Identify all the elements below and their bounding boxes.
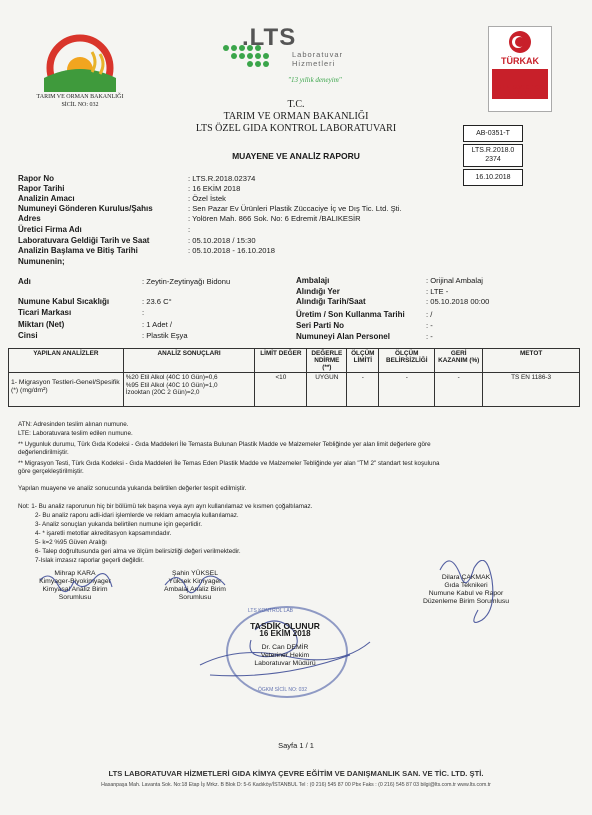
note-line: göre gerçekleştirilmiştir. — [18, 468, 84, 475]
sample-value: : 23.6 C° — [142, 297, 172, 306]
sample-label: Numune Kabul Sıcaklığı — [18, 297, 110, 306]
approval-block — [215, 622, 355, 668]
lab-title: LTS ÖZEL GIDA KONTROL LABORATUVARI — [195, 123, 397, 134]
approval-title: TASDİK OLUNUR — [250, 621, 320, 631]
signature-line: Kimyasal Analiz Birim — [42, 586, 108, 593]
footnote-line: Not: 1- Bu analiz raporunun hiç bir bölümü tek başına veya ayrı ayrı kullanılamaz ve kısmen çoğaltılamaz. — [18, 503, 313, 510]
info-value: : 05.10.2018 - 16.10.2018 — [188, 246, 275, 255]
uncertainty-cell: - — [379, 373, 435, 407]
sample-value: : Zeytin-Zeytinyağı Bidonu — [142, 277, 231, 286]
footnote-line: 2- Bu analiz raporu adli-idari işlemlerde ve reklam amacıyla kullanılamaz. — [35, 512, 239, 519]
report-no-line1: LTS.R.2018.0 — [471, 147, 515, 154]
sample-label: Adı — [18, 277, 31, 286]
approval-role: Veteriner Hekim — [260, 652, 310, 659]
approval-date: 16 EKİM 2018 — [259, 629, 311, 638]
info-value: : Sen Pazar Ev Ürünleri Plastik Züccaciye İç ve Dış Tic. Ltd. Şti. — [188, 204, 402, 213]
ministry-caption-line1: TARIM VE ORMAN BAKANLIĞI — [36, 94, 124, 100]
method-cell: TS EN 1186-3 — [483, 373, 580, 407]
info-label: Rapor Tarihi — [18, 184, 65, 193]
sample-label: Ticari Markası — [18, 308, 72, 317]
sample-label: Alındığı Tarih/Saat — [296, 297, 366, 306]
info-value: : Özel İstek — [188, 194, 226, 203]
note-line: ** Uygunluk durumu, Türk Gıda Kodeksi - Gıda Maddeleri İle Temasta Bulunan Plastik Madde ve Malzemeler Tebliğinde yer alan limit değerlere göre — [18, 441, 431, 448]
footnote-line: 4- * işaretli metotlar akreditasyon kapsamındadır. — [35, 530, 172, 537]
note-line: LTE: Laboratuvara teslim edilen numune. — [18, 430, 133, 437]
info-value: : 16 EKİM 2018 — [188, 184, 241, 193]
signature-line: Şahin YÜKSEL — [172, 570, 218, 577]
lts-logo-text: .LTS — [242, 24, 297, 51]
turkak-line2: AB-0351-T — [507, 91, 533, 97]
stamp-bottom-text: ÖGKM SİCİL NO: 032 — [258, 687, 307, 693]
ministry-caption-line2: SİCİL NO: 032 — [61, 101, 99, 108]
result-line: %95 Etil Alkol (40C 10 Gün)=1,0 — [125, 381, 218, 389]
table-row — [9, 373, 580, 407]
lts-logo-sub1: Laboratuvar — [292, 50, 344, 59]
column-header: METOT — [483, 349, 580, 373]
sample-label: Cinsi — [18, 331, 38, 340]
note-line: ATN: Adresinden teslim alınan numune. — [18, 421, 129, 428]
lts-logo-sub — [292, 50, 343, 68]
tc-label: T.C. — [287, 99, 305, 110]
note-line: ** Migrasyon Testi, Türk Gıda Kodeksi - Gıda Maddeleri İle Temas Eden Plastik Madde ve Malzemeler Tebliğinde yer alan "TM 2" standart test koşuluna — [18, 460, 440, 467]
info-label: Laboratuvara Geldiği Tarih ve Saat — [18, 236, 150, 245]
signature-line: Gıda Teknikeri — [444, 582, 488, 589]
info-label: Üretici Firma Adı — [18, 225, 82, 234]
results-cell — [123, 373, 255, 407]
footer-company: LTS LABORATUVAR HİZMETLERİ GIDA KİMYA ÇEVRE EĞİTİM VE DANIŞMANLIK SAN. VE TİC. LTD. ŞTİ. — [108, 769, 484, 778]
accreditation-box: AB-0351-T — [463, 125, 523, 142]
signature-line: Dilara ÇAKMAK — [441, 574, 491, 581]
note-line: Yapılan muayene ve analiz sonucunda yukarıda belirtilen değerler tespit edilmiştir. — [18, 485, 247, 492]
column-header: ANALİZ SONUÇLARI — [123, 349, 255, 373]
signature-line: Mihrap KARA — [54, 570, 96, 577]
sample-value: : LTE - — [426, 287, 449, 296]
footer-address: Hasanpaşa Mah. Lavanta Sok. No:18 Etap İş Mrkz. B Blok D: 5-6 Kadıköy/İSTANBUL Tel : (0 216) 545 87 00 Pbx Faks : (0 216) 545 87 03 bilgi@lts.com.tr www.lts.com.tr — [101, 782, 491, 788]
results-table — [8, 348, 580, 407]
report-title: MUAYENE VE ANALİZ RAPORU — [232, 151, 360, 161]
signature-line: Kimyager-Biyokimyager — [39, 578, 111, 585]
info-label: Analizin Başlama ve Bitiş Tarihi — [18, 246, 138, 255]
sample-label: Ambalajı — [296, 276, 330, 285]
footnote-line: 7-Islak imzasız raporlar geçerli değildir. — [35, 557, 144, 564]
info-value: : 05.10.2018 / 15:30 — [188, 236, 256, 245]
sun-field-icon — [30, 30, 130, 92]
approval-name: Dr. Can DEMİR — [261, 644, 309, 651]
column-header: ÖLÇÜM LİMİTİ — [347, 349, 379, 373]
info-label: Rapor No — [18, 174, 54, 183]
signature-line: Ambalaj Analiz Birim — [164, 586, 226, 593]
signature-line: Düzenleme Birim Sorumlusu — [422, 598, 510, 605]
info-label: Analizin Amacı — [18, 194, 75, 203]
note-line: değerlendirilmiştir. — [18, 449, 69, 456]
evaluation-cell: UYGUN — [307, 373, 347, 407]
info-value: : — [188, 225, 191, 234]
sample-value: : 05.10.2018 00:00 — [426, 297, 490, 306]
sample-label: Alındığı Yer — [296, 287, 340, 296]
sample-value: : 1 Adet / — [142, 320, 172, 329]
lts-logo — [222, 26, 372, 96]
column-header: LİMİT DEĞER — [255, 349, 307, 373]
footnote-line: 6- Talep doğrultusunda geri alma ve ölçüm belirsizliği değeri verilmektedir. — [35, 548, 241, 555]
stamp-top-text: LTS KONTROL LAB — [248, 608, 294, 614]
turkak-text: TÜRKAK — [501, 56, 539, 66]
page-label: Sayfa 1 / 1 — [278, 741, 314, 750]
table-header-row — [9, 349, 580, 373]
signature-line: Sorumlusu — [58, 594, 92, 601]
footnote-line: 5- k=2 %95 Güven Aralığı — [35, 539, 107, 546]
info-value: : Yolören Mah. 866 Sok. No: 6 Edremit /BALIKESİR — [188, 214, 361, 223]
measure-limit-cell: - — [347, 373, 379, 407]
recovery-cell: - — [435, 373, 483, 407]
limit-cell: <10 — [255, 373, 307, 407]
column-header: GERİ KAZANIM (%) — [435, 349, 483, 373]
lts-slogan: "13 yıllık deneyim" — [288, 76, 342, 84]
info-label: Numunenin; — [18, 257, 65, 266]
sample-value: : Orijinal Ambalaj — [426, 276, 483, 285]
sample-value: : / — [426, 310, 433, 319]
analysis-cell: 1- Migrasyon Testleri-Genel/Spesifik (*) (mg/dm²) — [9, 373, 124, 407]
lts-logo-sub2: Hizmetleri — [292, 59, 336, 68]
turkak-line1: TS EN ISO/IEC 17025 — [495, 85, 545, 91]
sample-value: : Plastik Eşya — [142, 331, 188, 340]
column-header: DEĞERLE NDİRME (**) — [307, 349, 347, 373]
ministry-title: TARIM VE ORMAN BAKANLIĞI — [223, 111, 369, 122]
column-header: YAPILAN ANALİZLER — [9, 349, 124, 373]
report-no-line2: 2374 — [485, 156, 501, 163]
footnote-line: 3- Analiz sonuçları yukarıda belirtilen numune için geçerlidir. — [35, 521, 202, 528]
info-label: Adres — [18, 214, 41, 223]
report-no-box — [463, 144, 523, 167]
sample-label: Üretim / Son Kullanma Tarihi — [296, 310, 405, 319]
result-line: İzooktan (20C 2 Gün)=2,0 — [125, 389, 200, 397]
sample-value: : - — [426, 321, 433, 330]
sample-label: Seri Parti No — [296, 321, 345, 330]
signature-line: Numune Kabul ve Rapor — [428, 590, 504, 597]
sample-value: : — [142, 308, 145, 317]
sample-label: Numuneyi Alan Personel — [296, 332, 390, 341]
column-header: ÖLÇÜM BELİRSİZLİĞİ — [379, 349, 435, 373]
approval-position: Laboratuvar Müdürü — [254, 660, 316, 667]
info-label: Numuneyi Gönderen Kurulus/Şahıs — [18, 204, 153, 213]
result-line: %20 Etil Alkol (40C 10 Gün)=0,6 — [125, 374, 218, 381]
sample-label: Miktarı (Net) — [18, 320, 65, 329]
turkak-emblem-icon — [508, 30, 532, 54]
signature-line: Sorumlusu — [178, 594, 212, 601]
signature-line: Yüksek Kimyager — [168, 578, 222, 585]
turkak-lines — [489, 85, 551, 97]
info-value: : LTS.R.2018.02374 — [188, 174, 256, 183]
sample-value: : - — [426, 332, 433, 341]
date-box: 16.10.2018 — [463, 169, 523, 186]
